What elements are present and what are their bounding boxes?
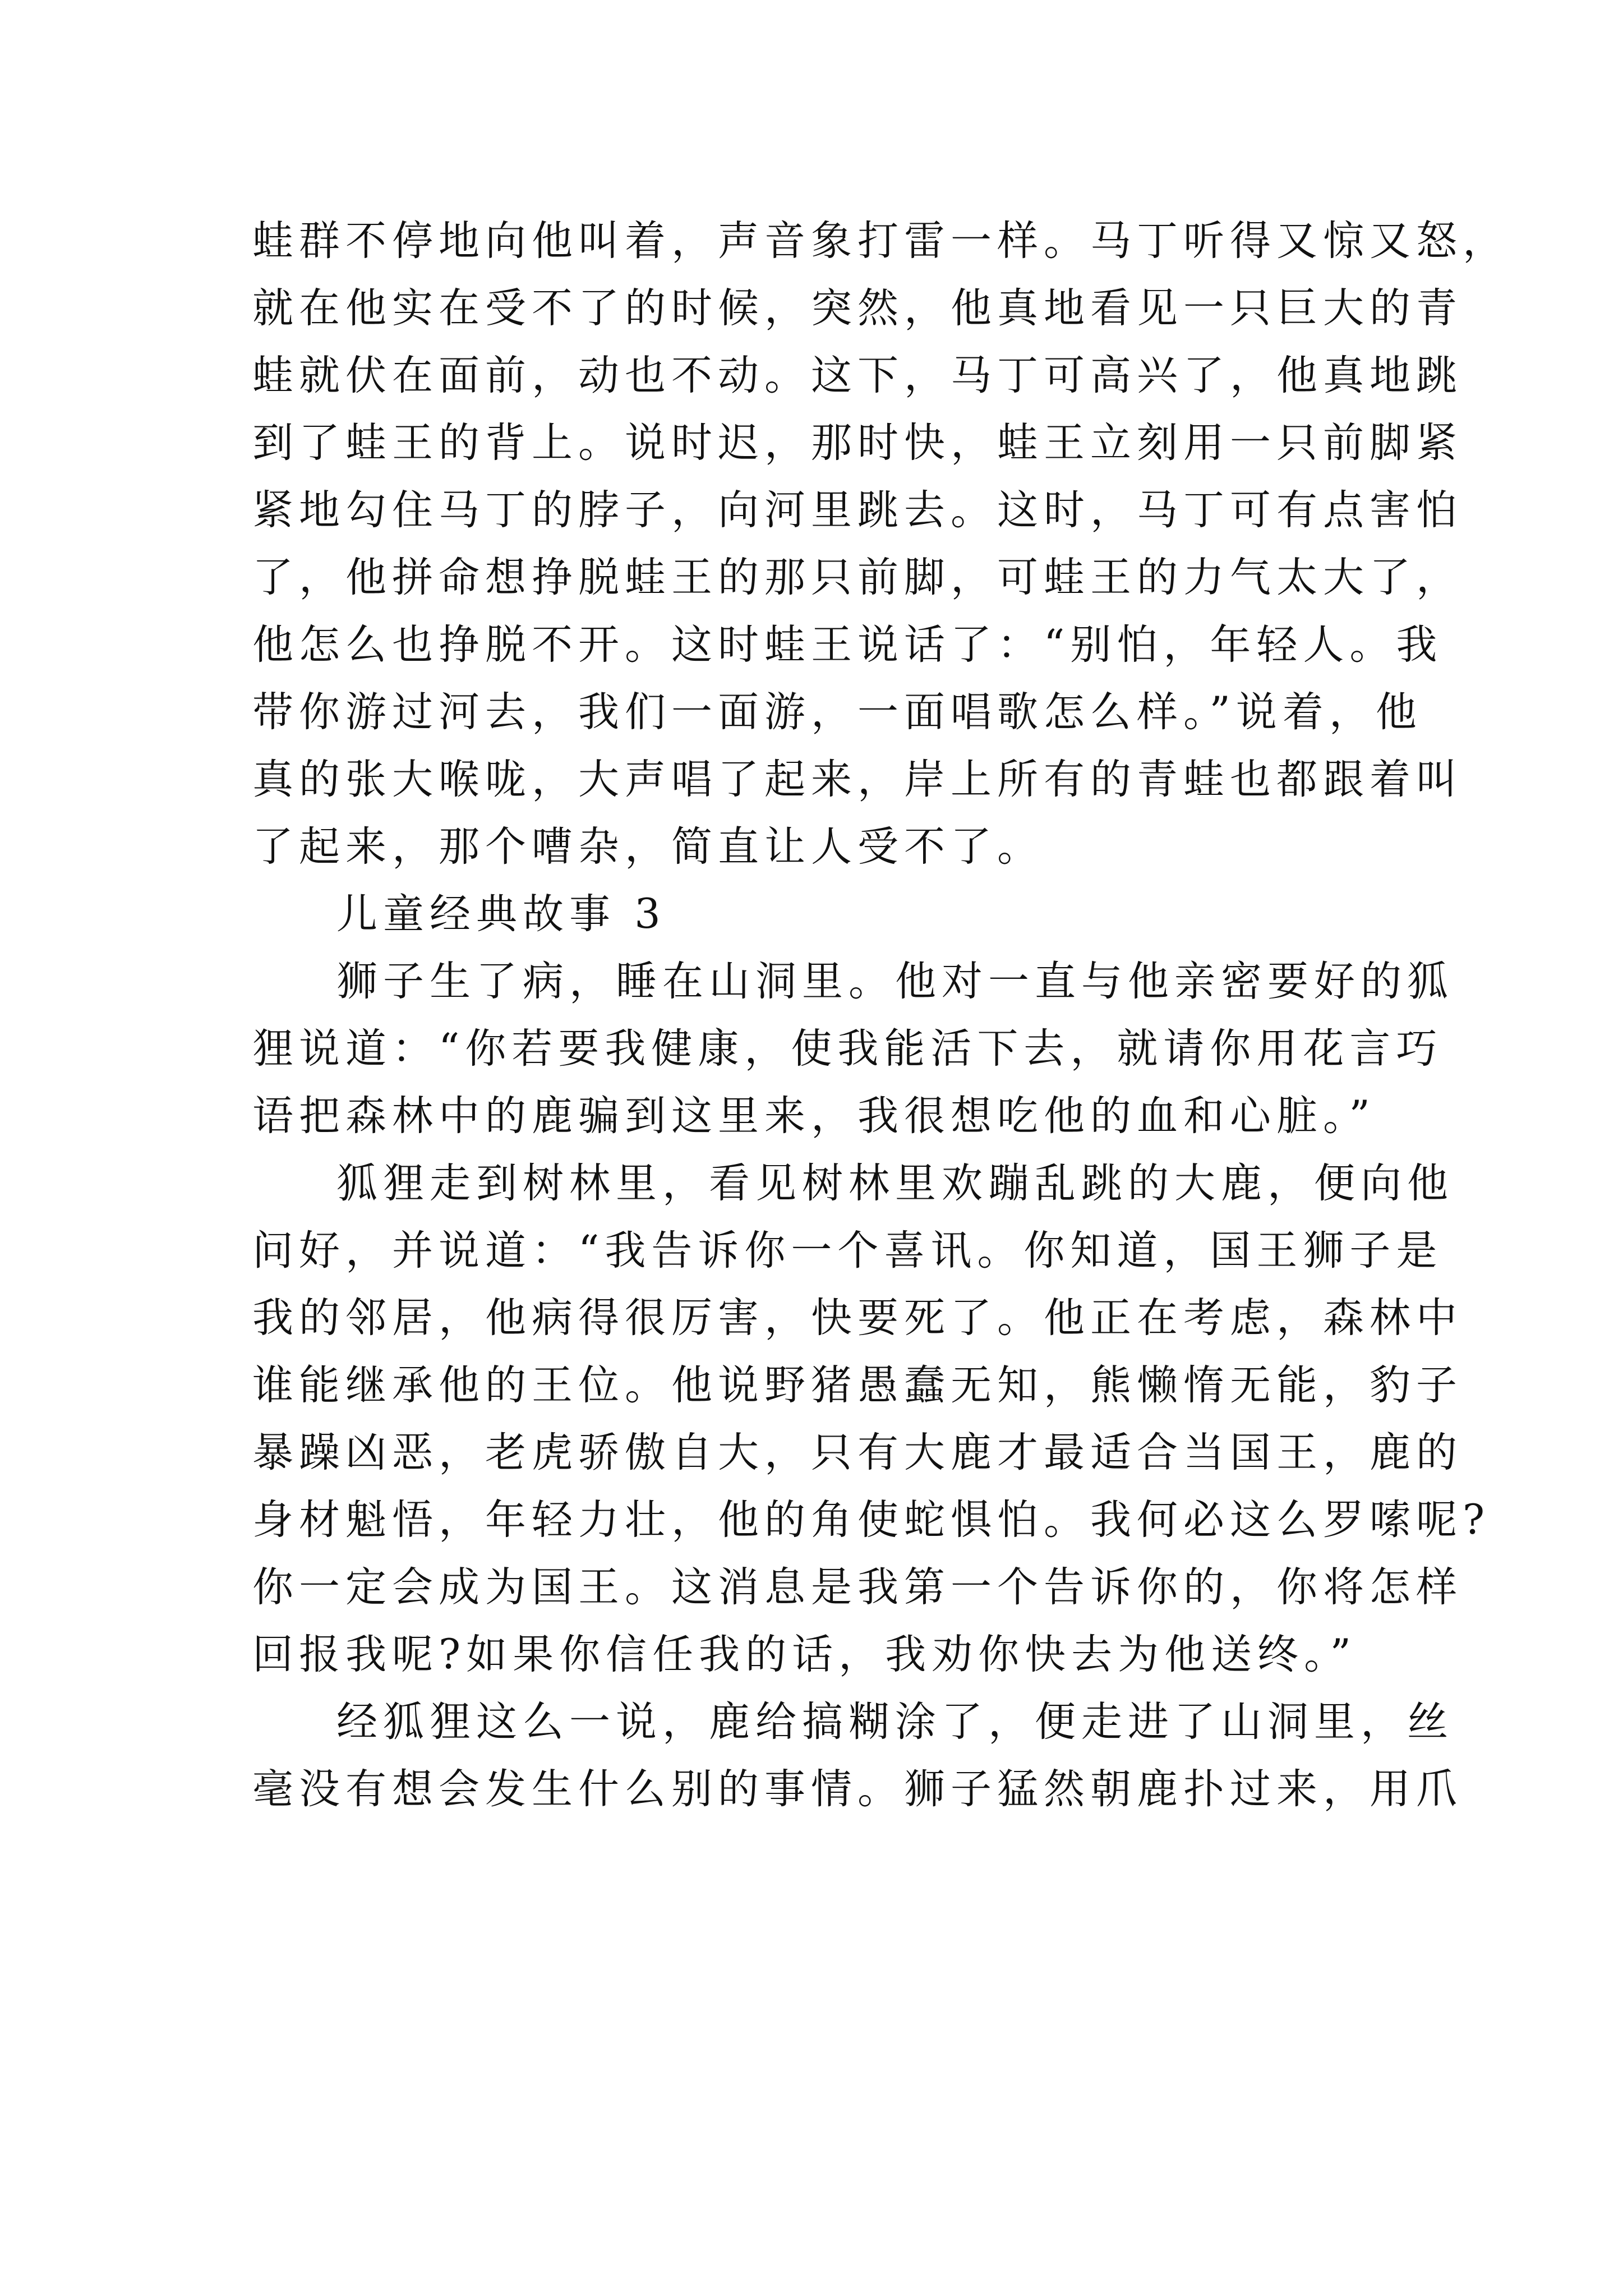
text-line: 狮子生了病，睡在山洞里。他对一直与他亲密要好的狐: [336, 958, 1454, 1005]
text-line: 了，他拼命想挣脱蛙王的那只前脚，可蛙王的力气太大了，: [252, 554, 1463, 601]
text-line: 他怎么也挣脱不开。这时蛙王说话了：“别怕，年轻人。我: [252, 621, 1443, 669]
text-line: 我的邻居，他病得很厉害，快要死了。他正在考虑，森林中: [252, 1294, 1463, 1342]
text-line: 就在他实在受不了的时候，突然，他真地看见一只巨大的青: [252, 284, 1463, 332]
text-line: 带你游过河去，我们一面游，一面唱歌怎么样。”说着，他: [252, 688, 1422, 736]
text-line: 经狐狸这么一说，鹿给搞糊涂了，便走进了山洞里，丝: [336, 1698, 1454, 1746]
text-line: 了起来，那个嘈杂，简直让人受不了。: [252, 823, 1044, 871]
text-line: 蛙就伏在面前，动也不动。这下，马丁可高兴了，他真地跳: [252, 352, 1463, 399]
text-line: 问好，并说道：“我告诉你一个喜讯。你知道，国王狮子是: [252, 1227, 1443, 1274]
text-line: 回报我呢?如果你信任我的话，我劝你快去为他送终。”: [252, 1631, 1357, 1678]
body-text: [252, 208, 1509, 1823]
text-line: 蛙群不停地向他叫着，声音象打雷一样。马丁听得又惊又怒，: [252, 217, 1509, 265]
text-line: 身材魁悟，年轻力壮，他的角使蛇惧怕。我何必这么罗嗦呢?: [252, 1496, 1491, 1544]
text-line: 到了蛙王的背上。说时迟，那时快，蛙王立刻用一只前脚紧: [252, 419, 1463, 467]
text-line: 狸说道：“你若要我健康，使我能活下去，就请你用花言巧: [252, 1025, 1443, 1073]
text-line: 谁能继承他的王位。他说野猪愚蠢无知，熊懒惰无能，豹子: [252, 1361, 1463, 1409]
text-line: 你一定会成为国王。这消息是我第一个告诉你的，你将怎样: [252, 1563, 1463, 1611]
text-line: 真的张大喉咙，大声唱了起来，岸上所有的青蛙也都跟着叫: [252, 756, 1463, 803]
text-line: 毫没有想会发生什么别的事情。狮子猛然朝鹿扑过来，用爪: [252, 1765, 1463, 1813]
text-line: 暴躁凶恶，老虎骄傲自大，只有大鹿才最适合当国王，鹿的: [252, 1429, 1463, 1476]
text-line: 狐狸走到树林里，看见树林里欢蹦乱跳的大鹿，便向他: [336, 1159, 1454, 1207]
text-line: 语把森林中的鹿骗到这里来，我很想吃他的血和心脏。”: [252, 1092, 1376, 1140]
text-line: 紧地勾住马丁的脖子，向河里跳去。这时，马丁可有点害怕: [252, 486, 1463, 534]
section-heading: 儿童经典故事 3: [336, 890, 666, 938]
